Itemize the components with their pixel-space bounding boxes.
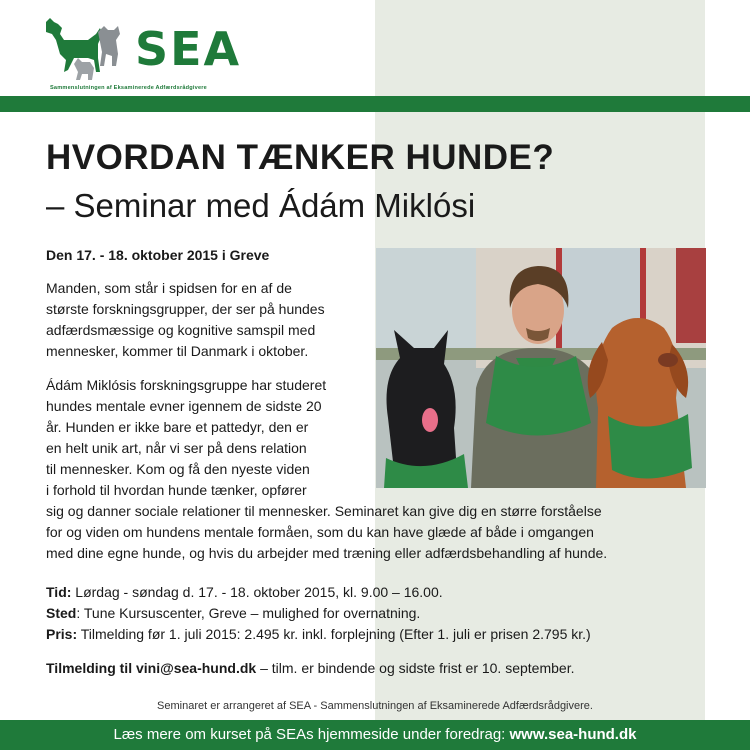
time-label: Tid: <box>46 584 72 600</box>
text-line: i forhold til hvordan hunde tænker, opfører <box>46 482 307 498</box>
place-label: Sted <box>46 605 77 621</box>
intro-paragraph <box>46 278 325 362</box>
place-row <box>46 603 591 624</box>
price-row <box>46 624 591 645</box>
text-line: med dine egne hunde, og hvis du arbejder med træning eller adfærdsbehandling af hunde. <box>46 545 608 561</box>
header-divider <box>0 96 750 112</box>
text-line: adfærdsmæssige og kognitive samspil med <box>46 322 316 338</box>
text-line: til mennesker. Kom og få den nyeste viden <box>46 461 310 477</box>
text-line: Ádám Miklósis forskningsgruppe har studeret <box>46 377 327 393</box>
text-line: sig og danner sociale relationer til mennesker. Seminaret kan give dig en større forståelse <box>46 503 602 519</box>
time-value: Lørdag - søndag d. 17. - 18. oktober 2015, kl. 9.00 – 16.00. <box>71 584 443 600</box>
signup-terms: – tilm. er bindende og sidste frist er 10. september. <box>256 660 575 676</box>
text-line: år. Hunden er ikke bare et pattedyr, den er <box>46 419 309 435</box>
text-line: største forskningsgrupper, der ser på hundes <box>46 301 325 317</box>
page-subtitle: – Seminar med Ádám Miklósi <box>46 187 476 224</box>
signup-email-link[interactable]: Tilmelding til vini@sea-hund.dk <box>46 660 257 676</box>
logo-subtitle: Sammenslutningen af Eksaminerede Adfærdsrådgivere <box>50 85 207 91</box>
organizer-note: Seminaret er arrangeret af SEA - Sammenslutningen af Eksaminerede Adfærdsrådgivere. <box>157 700 593 712</box>
logo-wordmark: SEA <box>135 22 242 76</box>
text-line: for og viden om hundens mentale formåen, som du kan have glæde af både i omgangen <box>46 524 594 540</box>
text-line: en helt unik art, når vi ser på dens relation <box>46 440 307 456</box>
footer-text: Læs mere om kurset på SEAs hjemmeside under foredrag: <box>113 726 510 743</box>
seminar-date: Den 17. - 18. oktober 2015 i Greve <box>46 247 270 263</box>
page-title: HVORDAN TÆNKER HUNDE? <box>46 138 555 177</box>
signup-line <box>46 660 574 676</box>
place-value: : Tune Kursuscenter, Greve – mulighed for overnatning. <box>76 605 421 621</box>
price-label: Pris: <box>46 626 78 642</box>
price-value: Tilmelding før 1. juli 2015: 2.495 kr. inkl. forplejning (Efter 1. juli er prisen 2.795 kr.) <box>77 626 591 642</box>
text-line: mennesker, kommer til Danmark i oktober. <box>46 343 309 359</box>
website-link[interactable]: www.sea-hund.dk <box>509 726 637 743</box>
dog-logo-icon <box>44 14 126 91</box>
footer-bar <box>0 720 750 750</box>
speaker-photo <box>376 248 706 488</box>
event-details <box>46 582 591 645</box>
time-row <box>46 582 591 603</box>
header <box>0 0 750 96</box>
text-line: hundes mentale evner igennem de sidste 20 <box>46 398 322 414</box>
text-line: Manden, som står i spidsen for en af de <box>46 280 292 296</box>
